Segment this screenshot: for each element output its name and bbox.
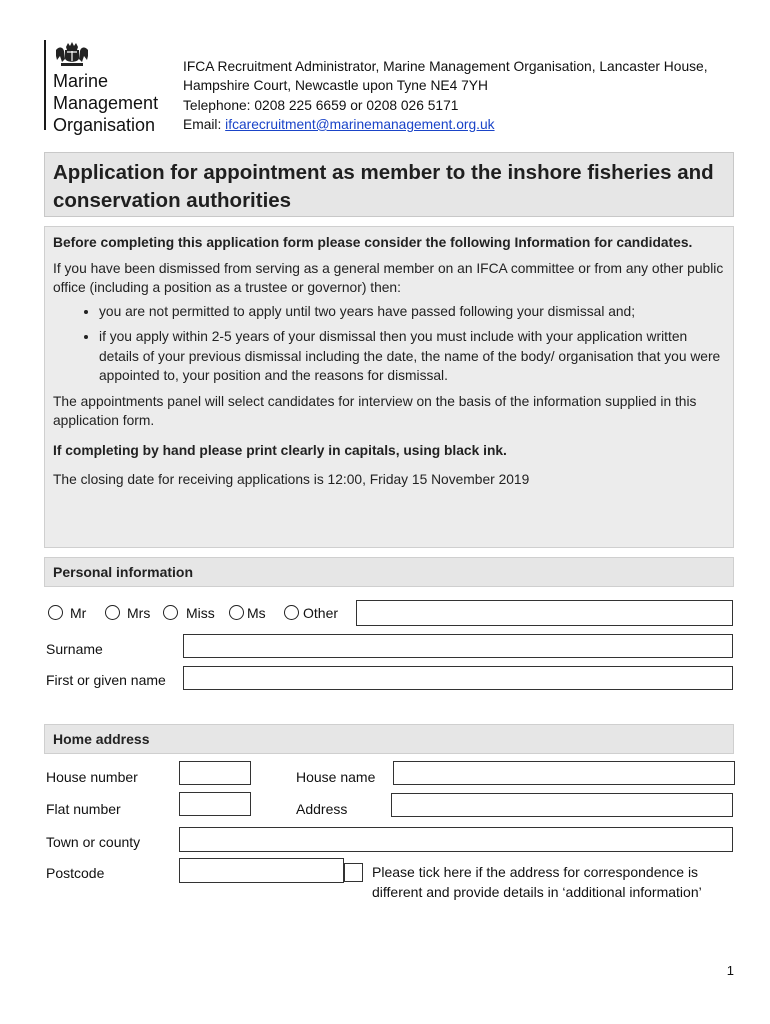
home-address-header: Home address [44,724,734,754]
address-label: Address [296,801,348,817]
title-label-other: Other [303,605,339,621]
house-name-field[interactable] [393,761,735,785]
page-number: 1 [726,963,734,978]
logo-divider [44,40,46,130]
contact-details [183,57,743,134]
title-radio-other[interactable] [284,605,299,620]
candidate-info-box [44,226,734,548]
flat-number-label: Flat number [46,801,121,817]
contact-email-label: Email: [183,116,226,132]
title-label-mrs: Mrs [127,605,151,621]
royal-crest-icon [52,38,92,68]
correspondence-address-note: Please tick here if the address for correspondence is different and provide details in ‘additional information’ [372,864,702,900]
title-label-miss: Miss [186,605,215,621]
dismissal-rules-list [53,302,725,386]
town-county-field[interactable] [179,827,733,852]
title-radio-mr[interactable] [48,605,63,620]
contact-email-link[interactable]: ifcarecruitment@marinemanagement.org.uk [225,116,495,132]
town-county-label: Town or county [46,834,141,850]
title-radio-ms[interactable] [229,605,244,620]
first-name-label: First or given name [46,672,166,688]
title-radio-miss[interactable] [163,605,178,620]
other-title-field[interactable] [356,600,733,626]
house-number-field[interactable] [179,761,251,785]
contact-email-row [183,115,743,134]
surname-label: Surname [46,641,103,657]
house-number-label: House number [46,769,138,785]
contact-phone: Telephone: 0208 225 6659 or 0208 026 5171 [183,97,459,113]
first-name-field[interactable] [183,666,733,690]
info-heading: Before completing this application form please consider the following Information for candidates. [53,235,693,250]
org-name-line-3: Organisation [53,115,156,135]
house-name-label: House name [296,769,376,785]
info-intro: If you have been dismissed from serving as a general member on an IFCA committee or from any other public office (including a position as a trustee or governor) then: [53,260,724,295]
flat-number-field[interactable] [179,792,251,816]
form-title: Application for appointment as member to the inshore fisheries and conservation authorities [44,152,734,217]
hand-completion-note: If completing by hand please print clearly in capitals, using black ink. [53,442,507,458]
title-label-mr: Mr [70,605,87,621]
title-label-ms: Ms [247,605,266,621]
surname-field[interactable] [183,634,733,658]
panel-note: The appointments panel will select candidates for interview on the basis of the information supplied in this application form. [53,393,697,428]
title-radio-mrs[interactable] [105,605,120,620]
closing-date-note: The closing date for receiving applications is 12:00, Friday 15 November 2019 [53,472,530,487]
list-item: • you are not permitted to apply until two years have passed following your dismissal and; [99,302,725,322]
org-name-line-1: Marine [53,71,109,91]
contact-address: IFCA Recruitment Administrator, Marine Management Organisation, Lancaster House, Hampshire Court, Newcastle upon Tyne NE4 7YH [183,59,708,94]
postcode-label: Postcode [46,865,105,881]
personal-information-header: Personal information [44,557,734,587]
postcode-field[interactable] [179,858,344,883]
list-item: • if you apply within 2-5 years of your dismissal then you must include with your application written details of your previous dismissal including the date, the name of the body/ organisation that you were appointed to, your position and the reasons for dismissal. [99,327,725,386]
address-field[interactable] [391,793,733,817]
correspondence-address-checkbox[interactable] [344,863,363,882]
org-name-line-2: Management [53,93,159,113]
